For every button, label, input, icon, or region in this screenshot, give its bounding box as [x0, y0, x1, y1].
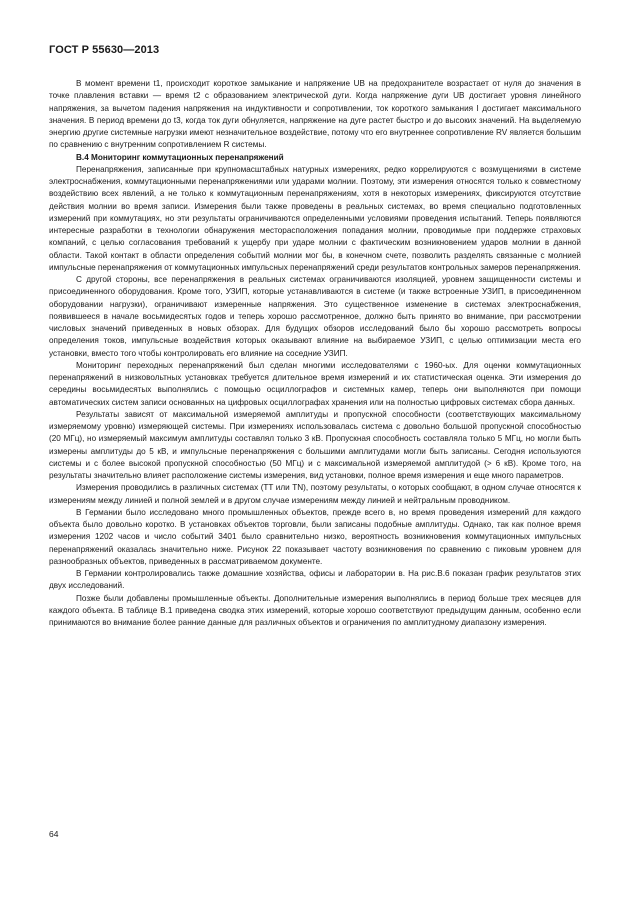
paragraph: С другой стороны, все перенапряжения в реальных системах ограничиваются изоляцией, уровнем защищенности системы и присоединенного оборудования. Кроме того, УЗИП, которые устанавливаются в системе (и также встроенные УЗИП, в присоединенном оборудовании нагрузки), ограничивают измеренные напряжения. Это существенное изменение в системах электроснабжения, появившееся в начале восьмидесятых годов и теперь хорошо рассмотренное, должно быть принято во внимание, при рассмотрении числовых значений приведенных в новых обзорах. Для будущих обзоров исследований было бы хорошо рассмотреть вопросы определения токов, импульсные воздействия которых оказывают влияние на выбираемое УЗИП, с целью оптимизации места его установки, вместо того чтобы контролировать его влияние на соседние УЗИП. [49, 275, 581, 358]
page-number: 64 [49, 829, 59, 839]
paragraph: Мониторинг переходных перенапряжений был сделан многими исследователями с 1960-ых. Для оценки коммутационных перенапряжений в низковольтных установках требуется длительное время измерений и их статистическая оценка. Эти измерения до середины восьмидесятых выполнялись с помощью осциллографов и системных камер, теперь они выполняются при помощи автоматических систем записи основанных на цифровых осциллографах хранения или на полностью цифровых системах сбора данных. [49, 360, 581, 407]
paragraph: В момент времени t1, происходит короткое замыкание и напряжение UB на предохранителе возрастает от нуля до значения в точке плавления вставки — время t2 с образованием электрической дуги. Когда напряжение дуги UB достигает уровня линейного напряжения, за вычетом падения напряжения на индуктивности и сопротивлении, ток короткого замыкания I достигает максимального значения. В период времени до t3, когда ток дуги обнуляется, напряжение на дуге растет быстро и до высоких значений. На выделяемую энергию другие системные нагрузки имеют незначительное воздействие, потому что его внутреннее сопротивление RV является большим по сравнению с внутренним сопротивлением R системы. [49, 79, 581, 150]
document-body [49, 78, 581, 629]
paragraph: Позже были добавлены промышленные объекты. Дополнительные измерения выполнялись в период больше трех месяцев для каждого объекта. В таблице В.1 приведена сводка этих измерений, которые хорошо соответствуют предыдущим данным, особенно если принимаются во внимание более ранние данные для различных объектов и ограничения по амплитудному диапазону измерения. [49, 593, 581, 627]
paragraph: В Германии было исследовано много промышленных объектов, прежде всего в, но время проведения измерений для каждого объекта было довольно коротко. В установках объектов торговли, были записаны подобные амплитуды. Однако, так как полное время измерения 1202 часов и число событий 3401 было сравнительно низко, вероятность возникновения коммутационных импульсных перенапряжений оказалась значительно ниже. Рисунок 22 показывает частоту возникновения по сравнению с пиковым уровнем для разнообразных объектов, приведенных в рассматриваемом документе. [49, 507, 581, 566]
paragraph: Результаты зависят от максимальной измеряемой амплитуды и пропускной способности (соответствующих максимальному измеряемому уровню) измеряющей системы. При измерениях использовалась система с довольно большой пропускной способностью (20 МГц), но измеряемый максимум амплитуды составлял только 3 кВ. Пропускная способность составляла только 5 МГц, но могли быть измерены амплитуды до 5 кВ, и импульсные перенапряжения с большими амплитудами могли быть записаны. Сегодня используются системы и с более высокой пропускной способностью (50 МГц) и с максимальной измеряемой амплитудой (> 6 кВ). Кроме того, на результаты значительно влияет расположение системы измерения, вид установки, полное время измерения и еще много параметров. [49, 409, 581, 480]
paragraph: В Германии контролировались также домашние хозяйства, офисы и лаборатории в. На рис.В.6 показан график результатов этих двух исследований. [49, 569, 581, 591]
standard-code-header: ГОСТ Р 55630—2013 [49, 44, 160, 56]
section-heading: В.4 Мониторинг коммутационных перенапряжений [76, 152, 284, 162]
paragraph: Измерения проводились в различных системах (TT или TN), поэтому результаты, о которых сообщают, в одном случае относятся к измерениям между линией и полной землей и в другом случае измерениям между линией и нейтральным проводником. [49, 483, 581, 505]
paragraph: Перенапряжения, записанные при крупномасштабных натурных измерениях, редко коррелируются с возмущениями в системе электроснабжения, коммутационными перенапряжениями или ударами молнии. Поэтому, эти измерения относятся только к совместному воздействию всех явлений, а не только к коммутационным перенапряжениям, хотя в некоторых измерениях, фиксируются отсутствие действия молнии во время записи. Измерения были также проведены в реальных системах, во время специально подготовленных измерений при коммутациях, но эти результаты ограничиваются определенными условиями проведения испытаний. Теперь появляются интересные разработки в технологии обнаружения месторасположения попадания молнии, проводимые при поддержке страховых компаний, с целью согласования требований к ущербу при ударе молнии с фактическим возникновением ударов молнии в данной области. Такой контакт в области определения событий молнии мог бы, в конечном счете, позволить разделять связанные с молнией импульсные перенапряжения от коммутационных импульсных перенапряжений среди результатов контрольных замеров перенапряжения. [49, 164, 581, 272]
